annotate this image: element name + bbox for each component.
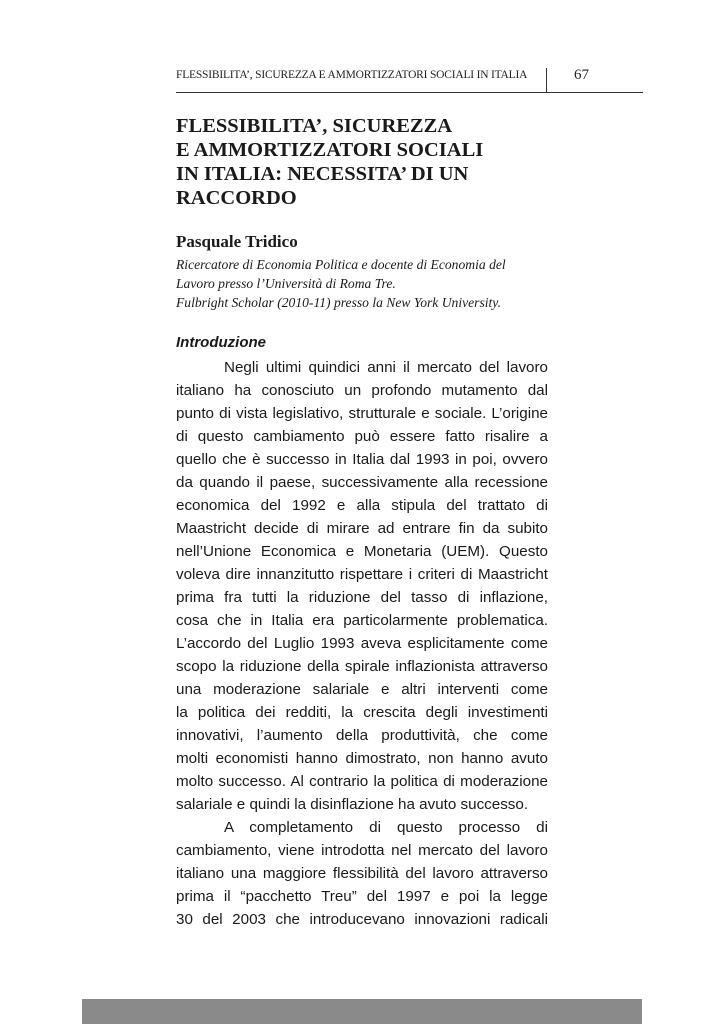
text-line: molti economisti hanno dimostrato, non hanno avuto xyxy=(176,750,548,767)
text-line: la politica dei redditi, la crescita degli investimenti xyxy=(176,704,548,721)
text-line: prima fra tutti la riduzione del tasso di inflazione, xyxy=(176,589,548,606)
text-line: Negli ultimi quindici anni il mercato del lavoro xyxy=(224,359,548,376)
text-line: una moderazione salariale e altri interventi come xyxy=(176,681,548,698)
text-line: punto di vista legislativo, strutturale e sociale. L’origine xyxy=(176,405,548,422)
footer-bar xyxy=(82,999,642,1024)
text-line: Maastricht decide di mirare ad entrare fin da subito xyxy=(176,520,548,537)
text-line: scopo la riduzione della spirale inflazionista attraverso xyxy=(176,658,548,675)
text-line: A completamento di questo processo di xyxy=(224,819,548,836)
text-line: quello che è successo in Italia dal 1993 in poi, ovvero xyxy=(176,451,548,468)
affiliation-line: Ricercatore di Economia Politica e docente di Economia del xyxy=(176,257,506,272)
paragraph-1 xyxy=(176,356,548,816)
text-line: italiano ha conosciuto un profondo mutamento dal xyxy=(176,382,548,399)
article-title xyxy=(176,114,556,210)
text-line: 30 del 2003 che introducevano innovazioni radicali xyxy=(176,911,548,928)
paragraph-2 xyxy=(176,816,548,931)
title-line: E AMMORTIZZATORI SOCIALI xyxy=(176,139,484,161)
text-line: di questo cambiamento può essere fatto risalire a xyxy=(176,428,548,445)
text-line: L’accordo del Luglio 1993 aveva esplicitamente come xyxy=(176,635,548,652)
text-line: cambiamento, viene introdotta nel mercato del lavoro xyxy=(176,842,548,859)
text-line: salariale e quindi la disinflazione ha avuto successo. xyxy=(176,796,529,813)
section-heading: Introduzione xyxy=(176,334,266,351)
text-line: economica del 1992 e alla stipula del trattato di xyxy=(176,497,548,514)
text-line: italiano una maggiore flessibilità del lavoro attraverso xyxy=(176,865,548,882)
author-affiliation xyxy=(176,255,556,312)
text-line: molto successo. Al contrario la politica di moderazione xyxy=(176,773,548,790)
header-separator xyxy=(546,68,547,92)
page-number: 67 xyxy=(574,67,589,83)
title-line: IN ITALIA: NECESSITA’ DI UN xyxy=(176,163,469,185)
affiliation-line: Lavoro presso l’Università di Roma Tre. xyxy=(176,276,396,291)
title-line: FLESSIBILITA’, SICUREZZA xyxy=(176,115,453,137)
text-line: da quando il paese, successivamente alla recessione xyxy=(176,474,548,491)
text-line: prima il “pacchetto Treu” del 1997 e poi la legge xyxy=(176,888,548,905)
affiliation-line: Fulbright Scholar (2010-11) presso la New York University. xyxy=(176,295,501,310)
text-line: innovativi, l’aumento della produttività, che come xyxy=(176,727,548,744)
running-title: FLESSIBILITA’, SICUREZZA E AMMORTIZZATORI SOCIALI IN ITALIA xyxy=(176,69,528,81)
text-line: nell’Unione Economica e Monetaria (UEM). Questo xyxy=(176,543,548,560)
text-line: voleva dire innanzitutto rispettare i criteri di Maastricht xyxy=(176,566,548,583)
text-line: cosa che in Italia era particolarmente problematica. xyxy=(176,612,548,629)
running-header xyxy=(176,66,643,93)
body-text xyxy=(176,356,548,931)
author-name: Pasquale Tridico xyxy=(176,232,298,251)
title-line: RACCORDO xyxy=(176,187,297,209)
